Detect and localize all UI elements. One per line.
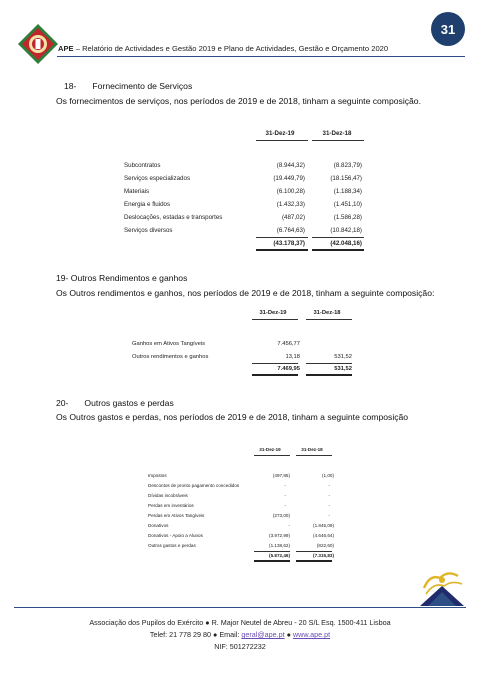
header-divider bbox=[57, 56, 465, 57]
table-row-label: Perdas em Ativos Tangíveis bbox=[148, 513, 205, 518]
table-other-expenses-total-double-rule-1 bbox=[254, 560, 290, 562]
table-row-value-2019: (487,02) bbox=[281, 214, 305, 221]
table-row-value-2018: (10.842,18) bbox=[330, 227, 362, 234]
table-other-income-col1-header: 31-Dez-19 bbox=[259, 310, 287, 316]
table-row-label: Deslocações, estadas e transportes bbox=[124, 214, 223, 221]
table-row-value-2019: (1.138,62) bbox=[269, 543, 290, 548]
table-row-value-2018: (4.646,64) bbox=[313, 533, 334, 538]
table-other-expenses-col2-rule bbox=[296, 455, 332, 456]
table-services-col2-header: 31-Dez-18 bbox=[322, 130, 352, 137]
table-row-value-2019: (6.100,28) bbox=[276, 188, 305, 195]
table-row-value-2019: - bbox=[284, 493, 286, 498]
table-row-label: Materiais bbox=[124, 188, 150, 195]
table-services-total-2019: (43.178,37) bbox=[273, 240, 305, 247]
section-20-heading bbox=[56, 398, 174, 408]
table-row-value-2019: (497,85) bbox=[272, 473, 290, 478]
table-row-value-2018: - bbox=[328, 493, 330, 498]
table-other-expenses-subtotal-rule-1 bbox=[254, 551, 290, 552]
footer-phone: Telef: 21 778 29 80 ● Email: bbox=[149, 630, 242, 639]
table-services-col1-header: 31-Dez-19 bbox=[265, 130, 295, 137]
table-other-expenses-col1-header: 31-Dez-19 bbox=[259, 447, 281, 452]
page-number: 31 bbox=[440, 21, 456, 37]
table-row-label: Ganhos em Ativos Tangíveis bbox=[132, 341, 206, 347]
footer-nif: NIF: 501272232 bbox=[214, 642, 266, 651]
table-row-value-2019: - bbox=[284, 503, 286, 508]
table-other-income-subtotal-rule-1 bbox=[252, 363, 298, 364]
table-row-value-2019: 7.456,77 bbox=[277, 341, 300, 347]
table-other-expenses-col2-header: 31-Dez-18 bbox=[301, 447, 323, 452]
table-services-subtotal-rule-1 bbox=[256, 237, 308, 238]
table-other-expenses-subtotal-rule-2 bbox=[296, 551, 332, 552]
table-row-value-2018: (1.188,34) bbox=[333, 188, 362, 195]
table-row-value-2019: - bbox=[284, 483, 286, 488]
table-row-value-2018: (1.586,28) bbox=[333, 214, 362, 221]
table-row-value-2018: (822,60) bbox=[316, 543, 334, 548]
table-row-value-2019: (6.764,63) bbox=[276, 227, 305, 234]
table-row-value-2019: (3.972,99) bbox=[269, 533, 290, 538]
table-row-label: Serviços especializados bbox=[124, 175, 191, 182]
section-18-number: 18- bbox=[64, 81, 77, 91]
table-row-value-2019: (1.432,33) bbox=[276, 201, 305, 208]
table-row-value-2019: (19.449,79) bbox=[273, 175, 305, 182]
table-row-value-2018: (1.845,09) bbox=[313, 523, 334, 528]
table-other-income-total-double-rule-2 bbox=[306, 374, 352, 376]
table-row-label: Perdas em inventários bbox=[148, 503, 194, 508]
footer-website-link[interactable]: www.ape.pt bbox=[292, 630, 331, 639]
table-row-label: Outros gastos e perdas bbox=[148, 543, 196, 548]
table-other-income-total-2019: 7.469,95 bbox=[277, 366, 300, 372]
table-row-label: Descontos de pronto pagamento concedidos bbox=[148, 483, 240, 488]
section-18-description: Os fornecimentos de serviços, nos períodos de 2019 e de 2018, tinham a seguinte composição. bbox=[56, 96, 421, 106]
header-org: APE bbox=[58, 44, 74, 53]
table-other-income-col2-header: 31-Dez-18 bbox=[313, 310, 341, 316]
page-number-badge bbox=[431, 12, 465, 46]
section-19-description: Os Outros rendimentos e ganhos, nos períodos de 2019 e de 2018, tinham a seguinte composição: bbox=[56, 288, 435, 298]
footer-divider bbox=[14, 607, 466, 608]
table-row-label: Impostos bbox=[148, 473, 167, 478]
table-row-value-2019: 13,18 bbox=[285, 354, 300, 360]
table-row-value-2018: 531,52 bbox=[334, 354, 352, 360]
table-services-col1-rule bbox=[256, 140, 308, 141]
table-row-value-2018: - bbox=[328, 513, 330, 518]
table-services-total-2018: (42.048,16) bbox=[330, 240, 362, 247]
table-other-expenses-total-double-rule-2 bbox=[296, 560, 332, 562]
document-header-title bbox=[58, 44, 388, 53]
table-row-value-2019: (273,00) bbox=[272, 513, 290, 518]
table-row-value-2018: (1,00) bbox=[321, 473, 334, 478]
header-title-rest: – Relatório de Actividades e Gestão 2019 e Plano de Actividades, Gestão e Orçamento 2020 bbox=[73, 44, 389, 53]
table-row-value-2018: (8.823,79) bbox=[333, 162, 362, 169]
footer-address: Associação dos Pupilos do Exército ● R. Major Neutel de Abreu - 20 S/L Esq. 1500-411 Lisboa bbox=[89, 618, 391, 627]
table-services-total-double-rule-2 bbox=[312, 249, 364, 251]
table-row-label: Outros rendimentos e ganhos bbox=[132, 354, 209, 360]
footer-contacts bbox=[0, 630, 480, 639]
table-row-label: Donativos bbox=[148, 523, 169, 528]
table-other-income-col1-rule bbox=[252, 319, 298, 320]
table-row-value-2018: (18.156,47) bbox=[330, 175, 362, 182]
section-19-title: 19- Outros Rendimentos e ganhos bbox=[56, 273, 188, 283]
table-row-label: Donativos - Apoio a Alunos bbox=[148, 533, 203, 538]
table-services-col2-rule bbox=[312, 140, 364, 141]
table-other-expenses-col1-rule bbox=[254, 455, 290, 456]
table-other-income-col2-rule bbox=[306, 319, 352, 320]
table-row-label: Serviços diversos bbox=[124, 227, 173, 234]
section-18-title: Fornecimento de Serviços bbox=[92, 81, 193, 91]
table-row-value-2019: - bbox=[288, 523, 290, 528]
footer-separator: ● bbox=[284, 630, 293, 639]
corner-emblem-icon bbox=[418, 568, 466, 608]
table-services-subtotal-rule-2 bbox=[312, 237, 364, 238]
ape-logo bbox=[18, 24, 58, 64]
table-row-value-2018: (1.451,10) bbox=[333, 201, 362, 208]
table-row-value-2018: - bbox=[328, 503, 330, 508]
table-row-label: Dívidas incobráveis bbox=[148, 493, 188, 498]
table-other-income-total-double-rule-1 bbox=[252, 374, 298, 376]
footer-email-link[interactable]: geral@ape.pt bbox=[241, 630, 285, 639]
table-row-value-2019: (8.944,32) bbox=[276, 162, 305, 169]
table-row-label: Subcontratos bbox=[124, 162, 161, 169]
table-row-value-2018: - bbox=[328, 483, 330, 488]
table-services-total-double-rule-1 bbox=[256, 249, 308, 251]
table-other-income-total-2018: 531,52 bbox=[334, 366, 352, 372]
section-20-description: Os Outros gastos e perdas, nos períodos de 2019 e de 2018, tinham a seguinte composição bbox=[56, 412, 409, 422]
table-other-expenses-total-2019: (5.872,46) bbox=[269, 553, 290, 558]
section-20-title: Outros gastos e perdas bbox=[84, 398, 174, 408]
table-other-income-subtotal-rule-2 bbox=[306, 363, 352, 364]
table-row-label: Energia e fluidos bbox=[124, 201, 171, 208]
section-18-heading bbox=[64, 81, 192, 91]
section-20-number: 20- bbox=[56, 398, 69, 408]
table-other-expenses-total-2018: (7.315,83) bbox=[313, 553, 334, 558]
